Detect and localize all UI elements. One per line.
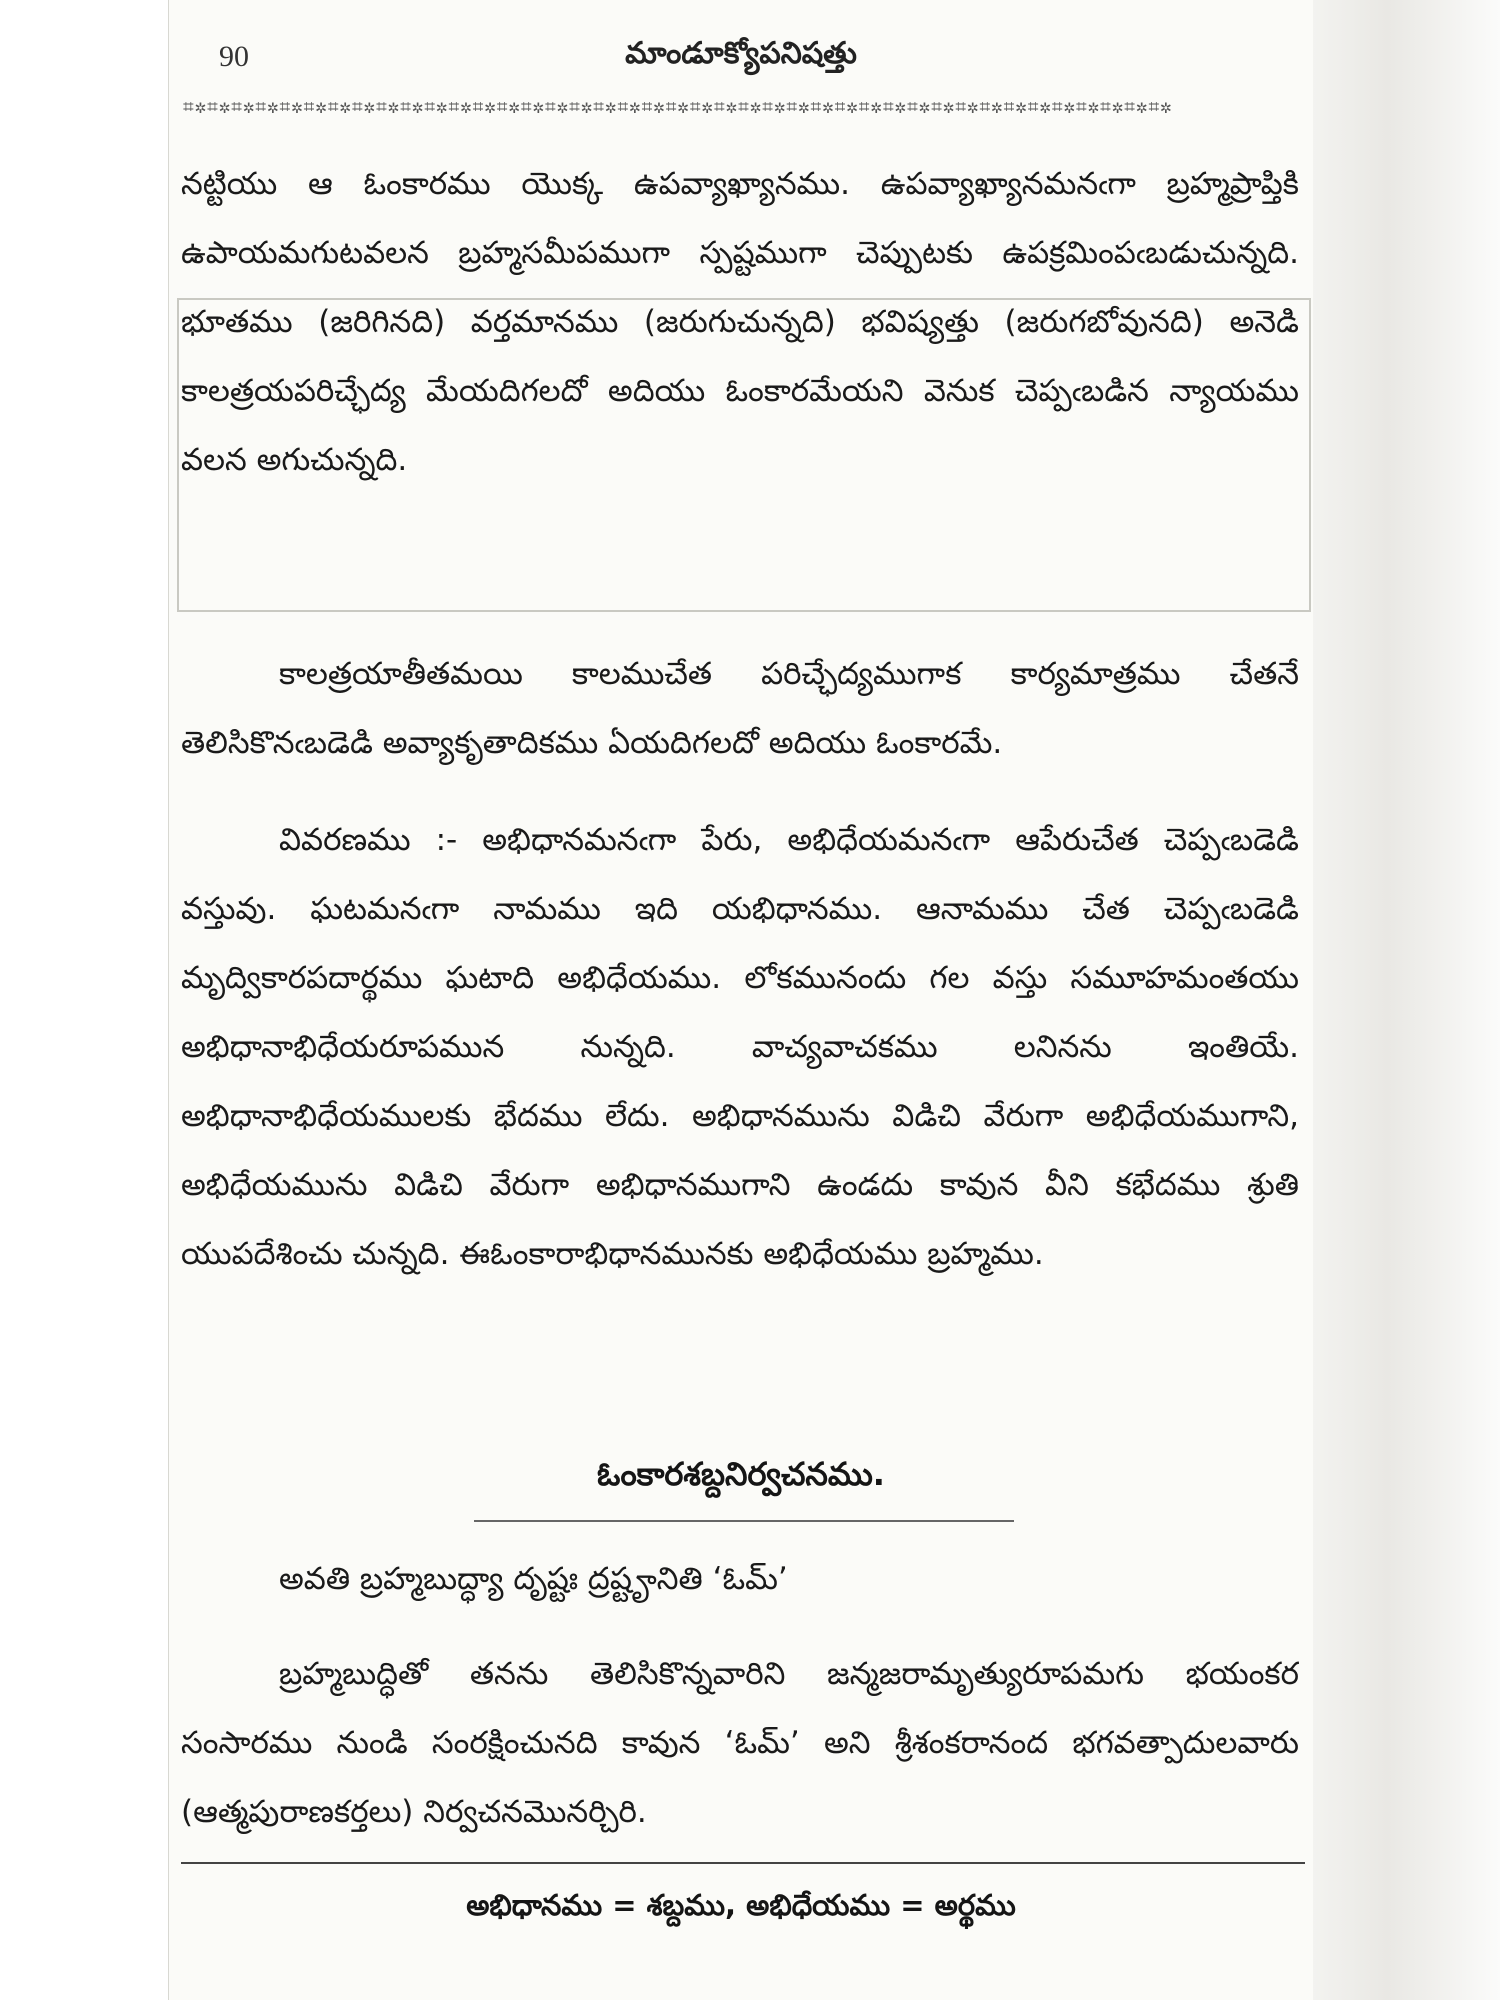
footnote: అభిధానము = శబ్దము, అభిధేయము = అర్థము [466,1888,1016,1922]
left-margin [0,0,168,2000]
paragraph-kalatraya: కాలత్రయాతీతమయి కాలముచేత పరిచ్ఛేద్యముగాక కార్యమాత్రము చేతనే తెలిసికొనఁబడెడి అవ్యాకృతాదికము ఏయదిగలదో అదియు ఓంకారమే. [181,656,1299,761]
heading-underline [474,1520,1014,1522]
running-title: మాండూక్యోపనిషత్తు [625,36,857,71]
sanskrit-verse: అవతి బ్రహ్మబుద్ధ్యా దృష్టః ద్రష్టౄనితి ‘ఓమ్’ [279,1561,788,1597]
paragraph-5-block [181,1640,1299,1847]
section-heading: ఓంకారశబ్దనిర్వచనము. [597,1455,885,1493]
paragraph-1-block [181,150,1299,495]
paragraph-definition: బ్రహ్మబుద్ధితో తనను తెలిసికొన్నవారిని జన్మజరామృత్యురూపమగు భయంకర సంసారము నుండి సంరక్షించునది కావున ‘ఓమ్’ అని శ్రీశంకరానంద భగవత్పాదులవారు (ఆత్మపురాణకర్తలు) నిర్వచనమొనర్చిరి. [181,1656,1299,1830]
book-spine-edge [1312,0,1500,2000]
page-number: 90 [219,40,249,73]
footnote-divider [181,1862,1305,1864]
book-page [168,0,1313,2000]
paragraph-3-block [181,806,1299,1289]
paragraph-2-block [181,640,1299,778]
ornamental-border: ⌗✲⌗✲⌗✲⌗✲⌗✲⌗✲⌗✲⌗✲⌗✲⌗✲⌗✲⌗✲⌗✲⌗✲⌗✲⌗✲⌗✲⌗✲⌗✲⌗✲⌗✲⌗✲⌗✲⌗✲⌗✲⌗✲⌗✲⌗✲⌗✲⌗✲⌗✲⌗✲⌗✲⌗✲⌗✲⌗✲⌗✲⌗✲⌗✲⌗✲⌗✲ [183,96,1173,118]
paragraph-continuation: నట్టియు ఆ ఓంకారము యొక్క ఉపవ్యాఖ్యానము. ఉపవ్యాఖ్యానమనఁగా బ్రహ్మప్రాప్తికి ఉపాయమగుటవలన బ్రహ్మసమీపముగా స్పష్టముగా చెప్పుటకు ఉపక్రమింపఁబడుచున్నది. భూతము (జరిగినది) వర్తమానము (జరుగుచున్నది) భవిష్యత్తు (జరుగబోవునది) అనెడి కాలత్రయపరిచ్ఛేద్య మేయదిగలదో అదియు ఓంకారమేయని వెనుక చెప్పఁబడిన న్యాయము వలన అగుచున్నది. [181,166,1299,478]
sanskrit-verse-block [181,1545,1299,1614]
paragraph-vivaranamu: వివరణము :- అభిధానమనఁగా పేరు, అభిధేయమనఁగా ఆపేరుచేత చెప్పఁబడెడి వస్తువు. ఘటమనఁగా నామము ఇది యభిధానము. ఆనామము చేత చెప్పఁబడెడి మృద్వికారపదార్థము ఘటాది అభిధేయము. లోకమునందు గల వస్తు సమూహమంతయు అభిధానాభిధేయరూపమున నున్నది. వాచ్యవాచకము లనినను ఇంతియే. అభిధానాభిధేయములకు భేదము లేదు. అభిధానమును విడిచి వేరుగా అభిధేయముగాని, అభిధేయమును విడిచి వేరుగా అభిధానముగాని ఉండదు కావున వీని కభేదము శ్రుతి యుపదేశించు చున్నది. ఈఓంకారాభిధానమునకు అభిధేయము బ్రహ్మము. [181,822,1299,1272]
